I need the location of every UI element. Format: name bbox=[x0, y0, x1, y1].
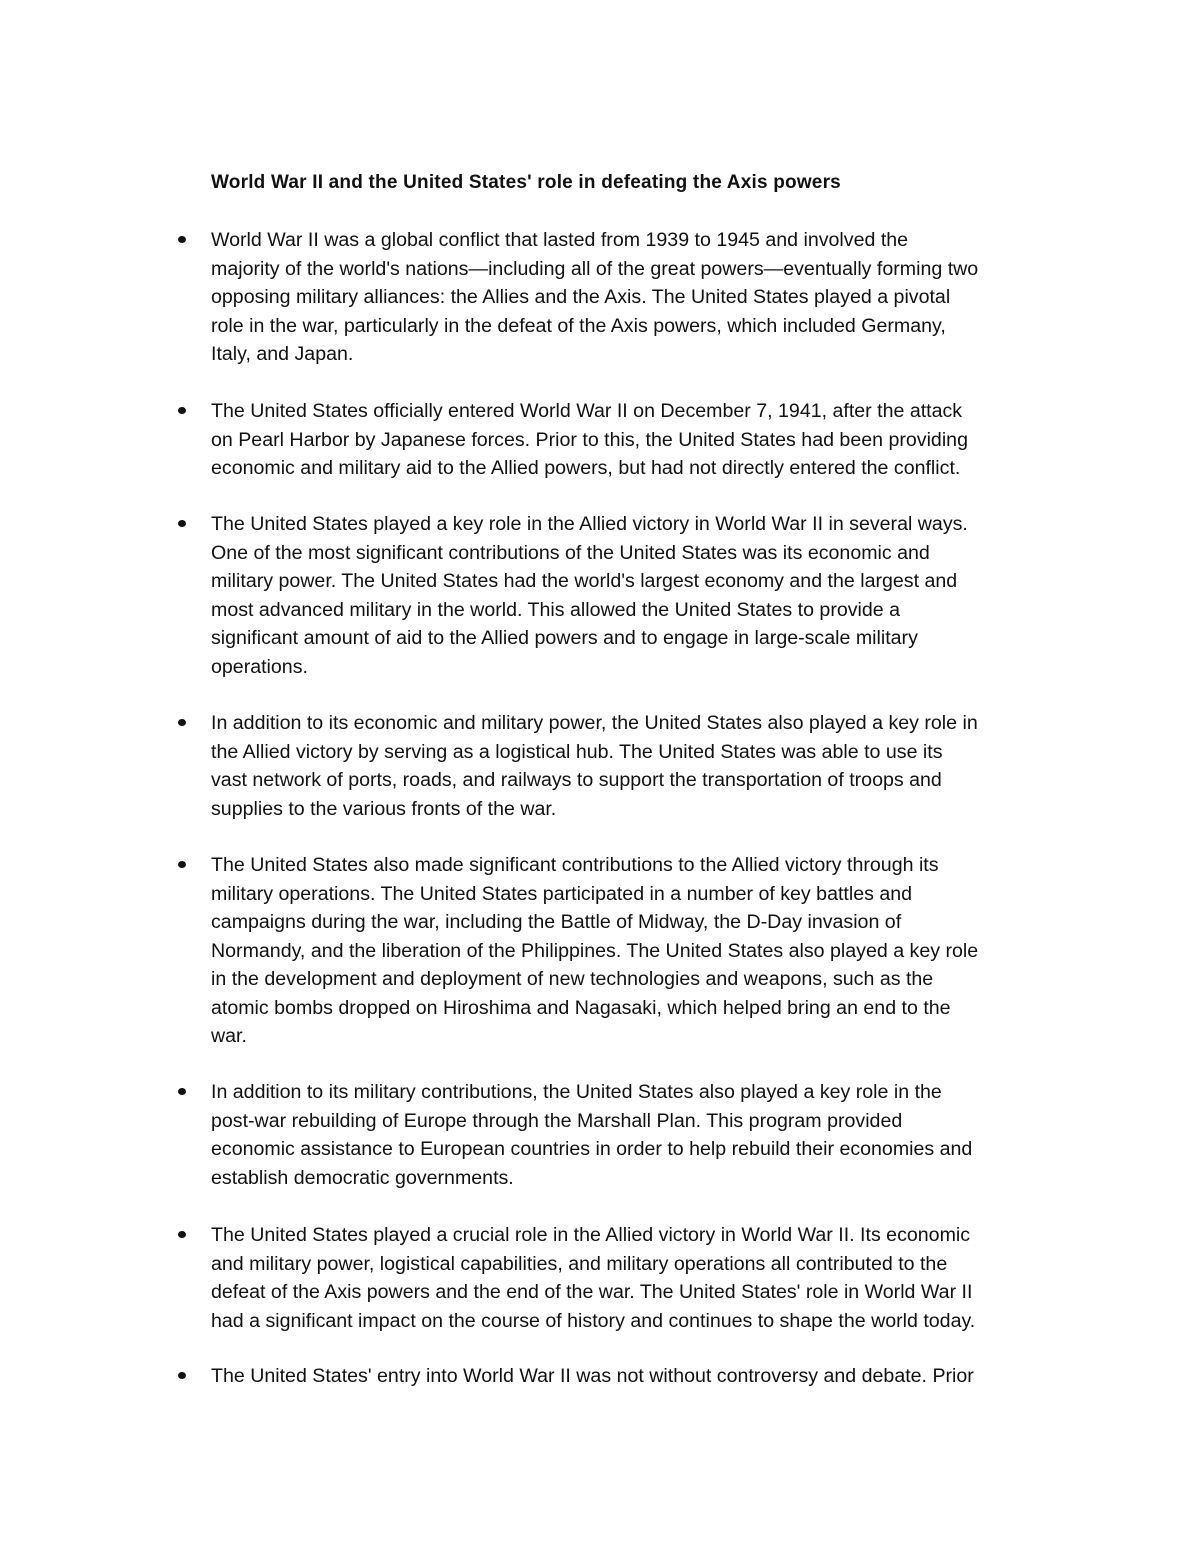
text-line: campaigns during the war, including the Battle of Midway, the D-Day invasion of bbox=[211, 911, 902, 933]
bullet-item bbox=[211, 1221, 1071, 1335]
text-line: on Pearl Harbor by Japanese forces. Prior to this, the United States had been providing bbox=[211, 428, 968, 451]
text-line: majority of the world's nations—including all of the great powers—eventually forming two bbox=[211, 257, 979, 280]
bullet-item bbox=[211, 397, 1071, 483]
text-line: the Allied victory by serving as a logistical hub. The United States was able to use its bbox=[211, 740, 943, 763]
text-line: war. bbox=[211, 1025, 247, 1047]
bullet-dot-icon bbox=[178, 719, 186, 726]
text-line: Italy, and Japan. bbox=[211, 343, 354, 365]
text-line: World War II was a global conflict that lasted from 1939 to 1945 and involved the bbox=[211, 229, 909, 251]
bullet-dot-icon bbox=[178, 1372, 186, 1379]
text-line: economic and military aid to the Allied powers, but had not directly entered the conflict. bbox=[211, 457, 961, 479]
text-line: supplies to the various fronts of the war. bbox=[211, 797, 557, 820]
text-line: and military power, logistical capabilities, and military operations all contributed to the bbox=[211, 1252, 948, 1275]
bullet-dot-icon bbox=[178, 1088, 186, 1095]
text-line: The United States played a crucial role in the Allied victory in World War II. Its economic bbox=[211, 1224, 971, 1246]
bullet-item bbox=[211, 510, 1071, 681]
bullet-dot-icon bbox=[178, 520, 186, 527]
text-line: in the development and deployment of new technologies and weapons, such as the bbox=[211, 968, 934, 990]
text-line: military operations. The United States participated in a number of key battles and bbox=[211, 882, 913, 905]
document-title: World War II and the United States' role in defeating the Axis powers bbox=[211, 172, 841, 193]
text-line: In addition to its economic and military power, the United States also played a key role in bbox=[211, 712, 978, 734]
text-line: military power. The United States had the world's largest economy and the largest and bbox=[211, 570, 958, 592]
text-line: Normandy, and the liberation of the Philippines. The United States also played a key role bbox=[211, 939, 979, 962]
text-line: had a significant impact on the course of history and continues to shape the world today. bbox=[211, 1309, 976, 1332]
text-line: One of the most significant contributions of the United States was its economic and bbox=[211, 541, 930, 564]
text-line: economic assistance to European countries in order to help rebuild their economies and bbox=[211, 1138, 973, 1160]
text-line: operations. bbox=[211, 655, 308, 678]
text-line: establish democratic governments. bbox=[211, 1166, 514, 1189]
text-line: vast network of ports, roads, and railways to support the transportation of troops and bbox=[211, 769, 942, 791]
text-line: opposing military alliances: the Allies and the Axis. The United States played a pivotal bbox=[211, 286, 951, 308]
text-line: The United States officially entered World War II on December 7, 1941, after the attack bbox=[211, 400, 963, 422]
text-line: The United States played a key role in the Allied victory in World War II in several ways. bbox=[211, 513, 968, 535]
text-line: atomic bombs dropped on Hiroshima and Nagasaki, which helped bring an end to the bbox=[211, 996, 951, 1019]
bullet-item bbox=[211, 1078, 1071, 1192]
bullet-dot-icon bbox=[178, 236, 186, 243]
bullet-item bbox=[211, 1362, 1071, 1391]
text-line: The United States also made significant contributions to the Allied victory through its bbox=[211, 854, 939, 876]
text-line: In addition to its military contributions, the United States also played a key role in the bbox=[211, 1081, 942, 1103]
bullet-dot-icon bbox=[178, 861, 186, 868]
bullet-item bbox=[211, 709, 1071, 823]
text-line: significant amount of aid to the Allied powers and to engage in large-scale military bbox=[211, 627, 918, 649]
bullet-item bbox=[211, 851, 1071, 1051]
bullet-dot-icon bbox=[178, 407, 186, 414]
bullet-item bbox=[211, 226, 1071, 369]
text-line: role in the war, particularly in the defeat of the Axis powers, which included Germany, bbox=[211, 314, 946, 337]
text-line: defeat of the Axis powers and the end of the war. The United States' role in World War II bbox=[211, 1281, 973, 1303]
text-line: The United States' entry into World War II was not without controversy and debate. Prior bbox=[211, 1365, 974, 1387]
text-line: post-war rebuilding of Europe through the Marshall Plan. This program provided bbox=[211, 1109, 903, 1132]
text-line: most advanced military in the world. This allowed the United States to provide a bbox=[211, 598, 901, 621]
bullet-dot-icon bbox=[178, 1231, 186, 1238]
